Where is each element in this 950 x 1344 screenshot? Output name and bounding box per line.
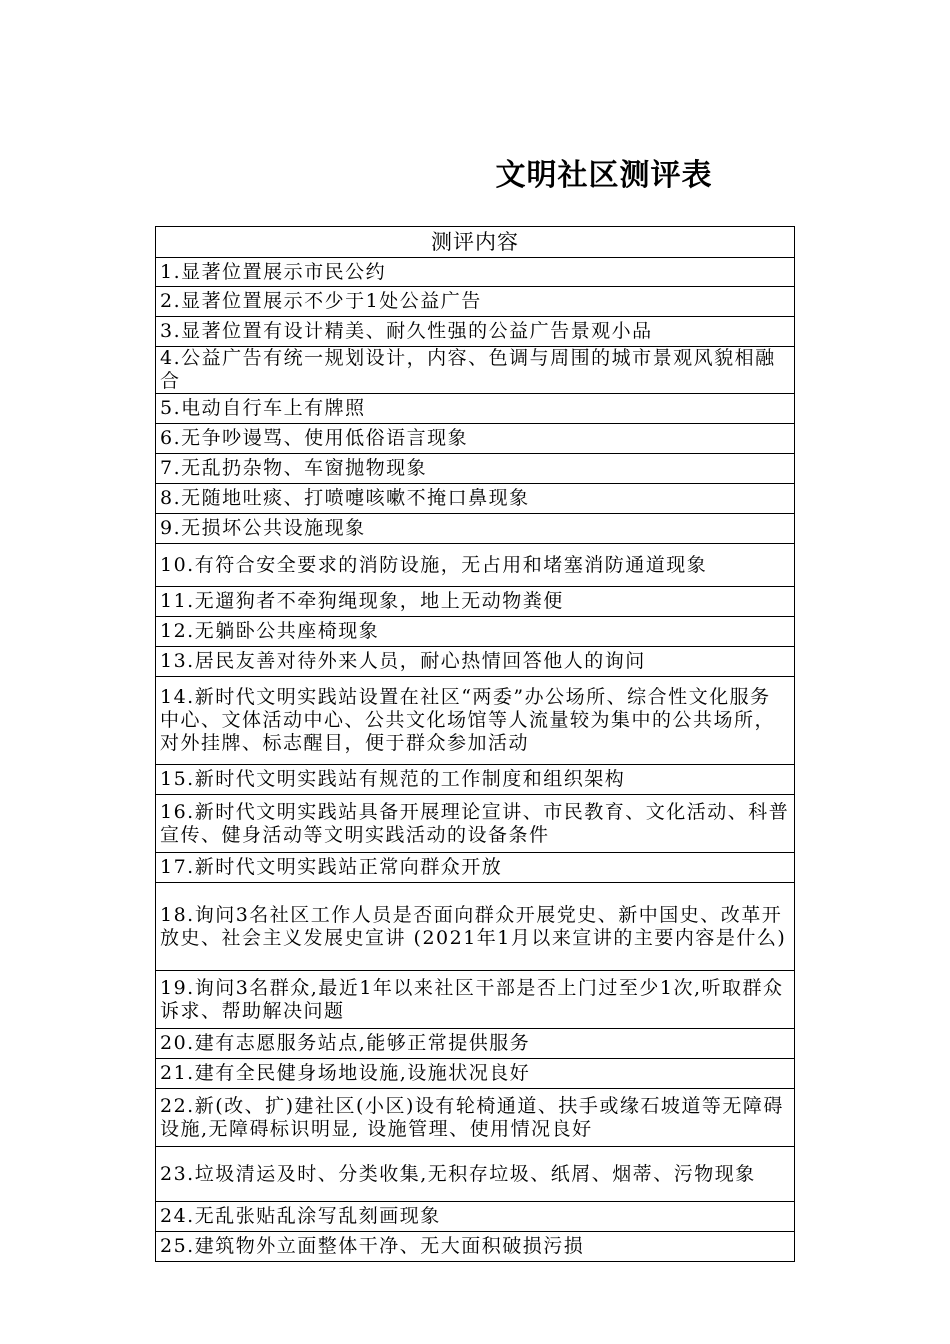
criterion-cell: 2.显著位置展示不少于1处公益广告 (156, 287, 795, 317)
table-row (156, 544, 795, 587)
table-header-cell: 测评内容 (156, 227, 795, 258)
criterion-cell: 9.无损坏公共设施现象 (156, 514, 795, 544)
table-row (156, 971, 795, 1029)
criterion-cell: 7.无乱扔杂物、车窗抛物现象 (156, 454, 795, 484)
criterion-cell: 18.询问3名社区工作人员是否面向群众开展党史、新中国史、改革开放史、社会主义发展史宣讲 (2021年1月以来宣讲的主要内容是什么) (156, 883, 795, 971)
criterion-cell: 17.新时代文明实践站正常向群众开放 (156, 853, 795, 883)
table-row (156, 647, 795, 677)
table-row (156, 454, 795, 484)
table-row (156, 347, 795, 394)
criterion-cell: 14.新时代文明实践站设置在社区“两委”办公场所、综合性文化服务中心、文体活动中心、公共文化场馆等人流量较为集中的公共场所，对外挂牌、标志醒目，便于群众参加活动 (156, 677, 795, 765)
table-row (156, 617, 795, 647)
table-row (156, 317, 795, 347)
table-row (156, 677, 795, 765)
criterion-cell: 8.无随地吐痰、打喷嚏咳嗽不掩口鼻现象 (156, 484, 795, 514)
criterion-cell: 11.无遛狗者不牵狗绳现象，地上无动物粪便 (156, 587, 795, 617)
document-title-wrap (0, 150, 950, 194)
table-row (156, 287, 795, 317)
table-row (156, 514, 795, 544)
document-title: 文明社区测评表 (495, 158, 713, 193)
table-row (156, 258, 795, 287)
criterion-cell: 25.建筑物外立面整体干净、无大面积破损污损 (156, 1232, 795, 1262)
table-row (156, 1029, 795, 1059)
table-row (156, 1147, 795, 1202)
table-row (156, 394, 795, 424)
table-row (156, 853, 795, 883)
criterion-cell: 16.新时代文明实践站具备开展理论宣讲、市民教育、文化活动、科普宣传、健身活动等文明实践活动的设备条件 (156, 795, 795, 853)
table-row (156, 424, 795, 454)
criterion-cell: 15.新时代文明实践站有规范的工作制度和组织架构 (156, 765, 795, 795)
table-row (156, 765, 795, 795)
table-row (156, 795, 795, 853)
criterion-cell: 3.显著位置有设计精美、耐久性强的公益广告景观小品 (156, 317, 795, 347)
criterion-cell: 22.新(改、扩)建社区(小区)设有轮椅通道、扶手或缘石坡道等无障碍设施,无障碍标识明显, 设施管理、使用情况良好 (156, 1089, 795, 1147)
table-row (156, 1232, 795, 1262)
evaluation-table (155, 226, 795, 1262)
criterion-cell: 4.公益广告有统一规划设计，内容、色调与周围的城市景观风貌相融合 (156, 347, 795, 394)
criterion-cell: 19.询问3名群众,最近1年以来社区干部是否上门过至少1次,听取群众诉求、帮助解决问题 (156, 971, 795, 1029)
table-row (156, 1089, 795, 1147)
criterion-cell: 24.无乱张贴乱涂写乱刻画现象 (156, 1202, 795, 1232)
criterion-cell: 20.建有志愿服务站点,能够正常提供服务 (156, 1029, 795, 1059)
table-row (156, 1202, 795, 1232)
criterion-cell: 10.有符合安全要求的消防设施，无占用和堵塞消防通道现象 (156, 544, 795, 587)
criterion-cell: 5.电动自行车上有牌照 (156, 394, 795, 424)
criterion-cell: 6.无争吵谩骂、使用低俗语言现象 (156, 424, 795, 454)
criterion-cell: 23.垃圾清运及时、分类收集,无积存垃圾、纸屑、烟蒂、污物现象 (156, 1147, 795, 1202)
table-row (156, 484, 795, 514)
table-row (156, 587, 795, 617)
table-row (156, 883, 795, 971)
criterion-cell: 13.居民友善对待外来人员，耐心热情回答他人的询问 (156, 647, 795, 677)
criterion-cell: 21.建有全民健身场地设施,设施状况良好 (156, 1059, 795, 1089)
table-row (156, 1059, 795, 1089)
table-header-row (156, 227, 795, 258)
criterion-cell: 12.无躺卧公共座椅现象 (156, 617, 795, 647)
criterion-cell: 1.显著位置展示市民公约 (156, 258, 795, 287)
